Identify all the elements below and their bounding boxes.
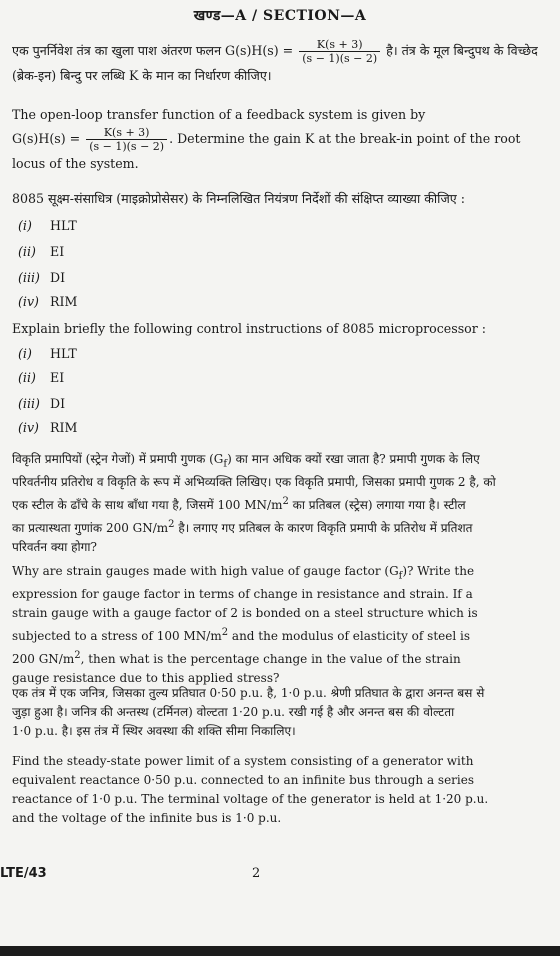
q4-en-line-4: and the voltage of the infinite bus is 1·0 p.u. <box>12 811 282 825</box>
q3-english <box>12 562 552 688</box>
q2-en-item <box>18 370 64 385</box>
item-text: HLT <box>50 346 77 361</box>
item-number: (i) <box>18 218 32 233</box>
q3-hi-line-4a: का प्रत्यास्थता गुणांक 200 GN/m <box>12 521 169 536</box>
subscript: f <box>223 458 228 470</box>
q1-hi-numerator: K(s + 3) <box>299 38 380 52</box>
q3-hi-line-3b: का प्रतिबल (स्ट्रेस) लगाया गया है। स्टील <box>288 498 466 513</box>
q4-en-line-2: equivalent reactance 0·50 p.u. connected to an infinite bus through a series <box>12 773 475 787</box>
q3-en-line-2: expression for gauge factor in terms of change in resistance and strain. If a <box>12 587 473 602</box>
item-number: (iv) <box>18 420 39 435</box>
q1-en-denominator: (s − 1)(s − 2) <box>89 140 165 153</box>
item-number: (iii) <box>18 270 40 285</box>
q1-en-lhs: G(s)H(s) = <box>12 131 81 146</box>
item-text: EI <box>50 370 65 385</box>
q1-hi-denominator: (s − 1)(s − 2) <box>302 52 378 65</box>
paper-code: LTE/43 <box>0 866 47 881</box>
item-number: (iii) <box>18 396 40 411</box>
q2-en-item <box>18 346 77 361</box>
q2-hi-item <box>18 270 65 285</box>
item-text: DI <box>50 270 66 285</box>
q4-hi-line-1: एक तंत्र में एक जनित्र, जिसका तुल्य प्रतिघात 0·50 p.u. है, 1·0 p.u. श्रेणी प्रतिघात के द्वारा अनन्त बस से <box>12 686 485 700</box>
item-number: (ii) <box>18 370 36 385</box>
item-number: (i) <box>18 346 32 361</box>
q1-hi-fraction <box>299 38 380 65</box>
q2-hi-item <box>18 294 77 309</box>
q1-en-line-1: The open-loop transfer function of a feedback system is given by <box>12 107 426 122</box>
bottom-border <box>0 946 560 956</box>
q1-hi-text-b: है। तंत्र के मूल बिन्दुपथ के विच्छेद <box>386 43 538 58</box>
q4-hi-line-3: 1·0 p.u. है। इस तंत्र में स्थिर अवस्था की शक्ति सीमा निकालिए। <box>12 724 296 738</box>
q3-hi-line-5: परिवर्तन क्या होगा? <box>12 540 97 555</box>
q4-en-line-3: reactance of 1·0 p.u. The terminal voltage of the generator is held at 1·20 p.u. <box>12 792 489 806</box>
item-text: DI <box>50 396 66 411</box>
superscript: 2 <box>74 650 81 662</box>
section-heading: खण्ड—A / SECTION—A <box>193 8 367 24</box>
q3-en-line-1a: Why are strain gauges made with high value of gauge factor (G <box>12 564 399 578</box>
item-text: HLT <box>50 218 77 233</box>
q3-hi-line-1b: ) का मान अधिक क्यों रखा जाता है? प्रमापी गुणक के लिए <box>227 452 480 466</box>
subscript: f <box>398 570 403 582</box>
q3-hi-line-4b: है। लगाए गए प्रतिबल के कारण विकृति प्रमापी के प्रतिरोध में प्रतिशत <box>174 521 473 536</box>
q1-en-line-2: . Determine the gain K at the break-in point of the root <box>169 131 521 146</box>
q3-hi-line-1a: विकृति प्रमापियों (स्ट्रेन गेजों) में प्रमापी गुणक (G <box>12 452 224 466</box>
q3-en-line-5b: , then what is the percentage change in the value of the strain <box>80 652 461 667</box>
superscript: 2 <box>168 519 175 531</box>
q4-english <box>12 752 552 828</box>
q1-english <box>12 104 552 175</box>
q2-hi-item <box>18 218 77 233</box>
item-text: EI <box>50 244 65 259</box>
q1-hi-text-c: (ब्रेक-इन) बिन्दु पर लब्धि K के मान का निर्धारण कीजिए। <box>12 68 272 83</box>
q2-hindi: 8085 सूक्ष्म-संसाधित्र (माइक्रोप्रोसेसर) के निम्नलिखित नियंत्रण निर्देशों की संक्षिप्त व्याख्या कीजिए : <box>12 191 466 206</box>
q4-en-line-1: Find the steady-state power limit of a system consisting of a generator with <box>12 754 474 768</box>
page-number: 2 <box>252 866 261 881</box>
q3-hindi <box>12 450 552 557</box>
q1-en-fraction <box>86 126 167 153</box>
q3-hi-line-3a: एक स्टील के ढाँचे के साथ बाँधा गया है, जिसमें 100 MN/m <box>12 498 283 513</box>
q3-en-line-3: strain gauge with a gauge factor of 2 is bonded on a steel structure which is <box>12 606 478 621</box>
q2-english: Explain briefly the following control instructions of 8085 microprocessor : <box>12 321 487 336</box>
q1-en-numerator: K(s + 3) <box>86 126 167 140</box>
item-number: (ii) <box>18 244 36 259</box>
q1-hi-text-a: एक पुनर्निवेश तंत्र का खुला पाश अंतरण फलन G(s)H(s) = <box>12 43 294 58</box>
q2-hi-item <box>18 244 64 259</box>
q2-en-item <box>18 420 77 435</box>
item-text: RIM <box>50 294 78 309</box>
q1-en-line-3: locus of the system. <box>12 156 139 171</box>
q3-hi-line-2: परिवर्तनीय प्रतिरोध व विकृति के रूप में अभिव्यक्ति लिखिए। एक विकृति प्रमापी, जिसका प्रमापी गुणक 2 है, को <box>12 475 496 490</box>
q3-en-line-4a: subjected to a stress of 100 MN/m <box>12 629 222 644</box>
q2-en-item <box>18 396 65 411</box>
q3-en-line-1b: )? Write the <box>402 564 475 578</box>
item-text: RIM <box>50 420 78 435</box>
q4-hindi <box>12 684 552 741</box>
superscript: 2 <box>221 627 229 639</box>
item-number: (iv) <box>18 294 39 309</box>
q3-en-line-6: gauge resistance due to this applied stress? <box>12 671 280 686</box>
superscript: 2 <box>282 496 289 508</box>
q3-en-line-4b: and the modulus of elasticity of steel is <box>228 629 470 644</box>
q1-hindi <box>12 38 552 87</box>
q4-hi-line-2: जुड़ा हुआ है। जनित्र की अन्तस्थ (टर्मिनल) वोल्टता 1·20 p.u. रखी गई है और अनन्त बस की वोल्टता <box>12 705 455 719</box>
q3-en-line-5a: 200 GN/m <box>12 652 75 667</box>
